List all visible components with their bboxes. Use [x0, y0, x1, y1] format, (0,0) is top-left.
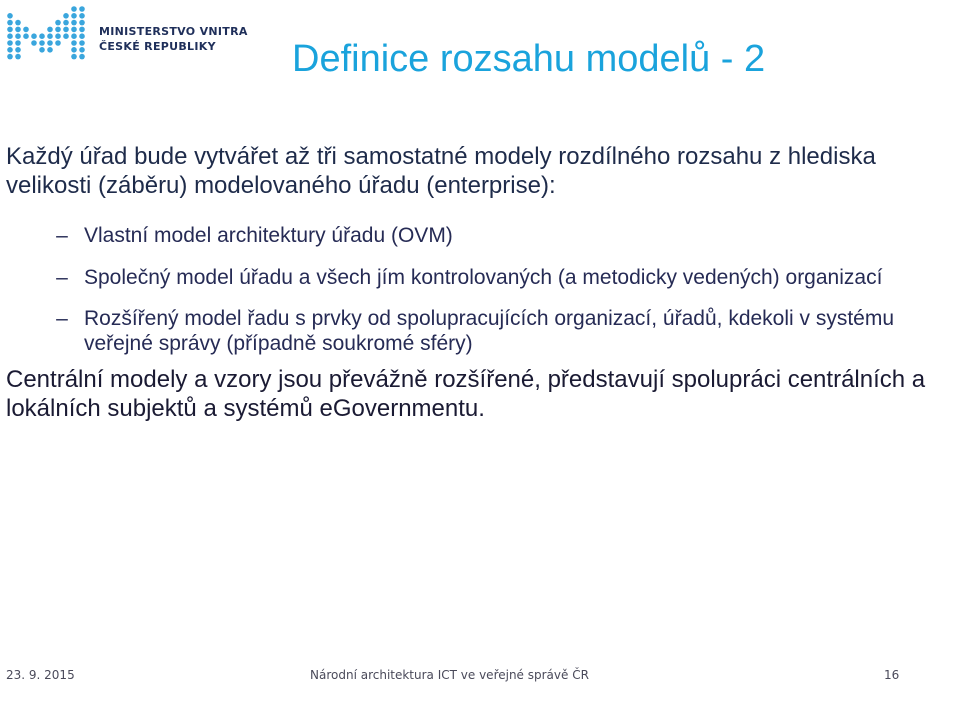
- logo-dot: [15, 27, 21, 33]
- logo-dot: [79, 40, 85, 46]
- logo-dot: [47, 47, 53, 53]
- logo-dot: [79, 47, 85, 53]
- logo-dot: [71, 40, 77, 46]
- logo-dot: [79, 20, 85, 26]
- logo-dot: [71, 20, 77, 26]
- logo-dot: [7, 13, 13, 19]
- logo-dots-icon: [4, 4, 94, 60]
- logo-dot: [55, 20, 61, 26]
- logo-dot: [7, 47, 13, 53]
- logo-dot: [71, 6, 77, 12]
- logo-dot: [39, 47, 45, 53]
- logo-dot: [39, 33, 45, 39]
- list-item: [6, 306, 936, 356]
- logo-dot: [55, 40, 61, 46]
- logo-line-2: ČESKÉ REPUBLIKY: [99, 40, 216, 53]
- logo-dot: [63, 27, 69, 33]
- logo-dot: [23, 33, 29, 39]
- logo-dot: [31, 40, 37, 46]
- logo-text: [99, 24, 248, 54]
- logo-dot: [7, 54, 13, 60]
- logo-dot: [47, 40, 53, 46]
- footer-center-text: Národní architektura ICT ve veřejné správě ČR: [310, 668, 589, 682]
- logo-dot: [15, 47, 21, 53]
- slide-content: [6, 142, 936, 423]
- footer-date: 23. 9. 2015: [6, 668, 75, 682]
- logo-dot: [71, 13, 77, 19]
- logo-dot: [71, 47, 77, 53]
- logo-dot: [7, 40, 13, 46]
- logo-dot: [63, 33, 69, 39]
- logo-dot: [15, 40, 21, 46]
- logo-dot: [47, 33, 53, 39]
- list-item-text: Společný model úřadu a všech jím kontrolovaných (a metodicky vedených) organizací: [84, 266, 883, 289]
- logo-dot: [7, 27, 13, 33]
- logo-dot: [15, 54, 21, 60]
- list-item-text: Vlastní model architektury úřadu (OVM): [84, 224, 453, 247]
- list-item: [6, 223, 936, 248]
- list-item: [6, 265, 936, 290]
- logo-dot: [55, 27, 61, 33]
- logo-dot: [79, 13, 85, 19]
- page-number: 16: [884, 668, 900, 682]
- dash-bullet: –: [56, 224, 68, 247]
- sub-list: [6, 223, 936, 356]
- logo-dot: [79, 54, 85, 60]
- logo-dot: [55, 33, 61, 39]
- logo-dot: [71, 33, 77, 39]
- logo-dot: [71, 27, 77, 33]
- closing-paragraph: Centrální modely a vzory jsou převážně rozšířené, představují spolupráci centrálních a lokálních subjektů a systémů eGovernmentu.: [6, 366, 926, 422]
- logo-dot: [79, 6, 85, 12]
- logo-dot: [63, 13, 69, 19]
- logo-dot: [7, 20, 13, 26]
- logo-dot: [7, 33, 13, 39]
- logo-dot: [39, 40, 45, 46]
- logo-dot: [79, 33, 85, 39]
- logo-dot: [63, 20, 69, 26]
- logo-dot: [47, 27, 53, 33]
- logo-dot: [31, 33, 37, 39]
- dash-bullet: –: [56, 307, 68, 330]
- logo-dot: [71, 54, 77, 60]
- slide-title: Definice rozsahu modelů - 2: [292, 38, 766, 80]
- logo-dot: [15, 33, 21, 39]
- logo-dot: [79, 27, 85, 33]
- logo-line-1: MINISTERSTVO VNITRA: [99, 25, 248, 38]
- logo-dot: [15, 20, 21, 26]
- intro-paragraph: Každý úřad bude vytvářet až tři samostatné modely rozdílného rozsahu z hlediska velikosti (záběru) modelovaného úřadu (enterprise):: [6, 143, 876, 199]
- list-item-text: Rozšířený model řadu s prvky od spolupracujících organizací, úřadů, kdekoli v systému veřejné správy (případně soukromé sféry): [84, 307, 895, 355]
- logo-dot: [23, 27, 29, 33]
- ministry-logo: [4, 4, 248, 60]
- dash-bullet: –: [56, 266, 68, 289]
